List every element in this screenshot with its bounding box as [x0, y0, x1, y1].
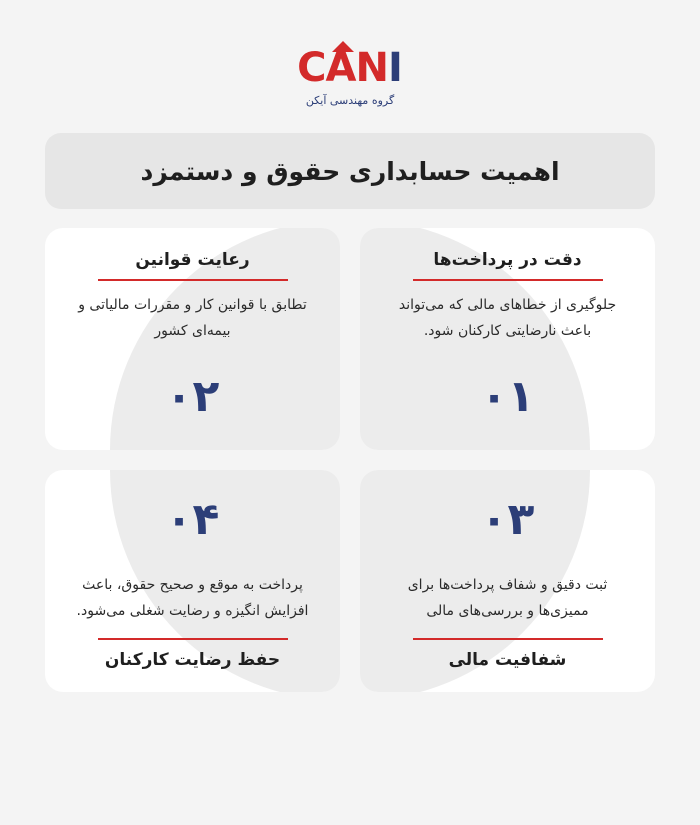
logo-letters-can: CAN [297, 45, 388, 91]
card-03-number: ۰۳ [480, 494, 535, 545]
card-04-heading: حفظ رضایت کارکنان [104, 650, 281, 670]
logo-letter-i: I [387, 45, 403, 91]
card-01-number: ۰۱ [480, 371, 535, 422]
card-01 [360, 228, 655, 450]
cards-grid [45, 228, 655, 692]
card-02-heading: رعایت قوانین [135, 250, 250, 270]
card-04-body: پرداخت به موقع و صحیح حقوق، باعث افزایش انگیزه و رضایت شغلی می‌شود. [76, 577, 309, 620]
card-03-heading: شفافیت مالی [448, 650, 567, 670]
card-01-divider [413, 279, 603, 281]
page-title: اهمیت حسابداری حقوق و دستمزد [140, 156, 560, 186]
card-02-number: ۰۲ [165, 371, 220, 422]
logo [0, 0, 700, 107]
logo-subtitle: گروه مهندسی آیکن [305, 94, 395, 107]
title-banner [45, 133, 655, 209]
card-03-body: ثبت دقیق و شفاف پرداخت‌ها برای ممیزی‌ها و بررسی‌های مالی [407, 577, 608, 620]
card-02-divider [98, 279, 288, 281]
logo-mark [297, 45, 403, 91]
card-04-number: ۰۴ [165, 494, 220, 545]
card-03 [360, 470, 655, 692]
roof-icon [332, 41, 354, 52]
card-01-heading: دقت در پرداخت‌ها [433, 250, 582, 270]
card-02 [45, 228, 340, 450]
card-04 [45, 470, 340, 692]
card-03-divider [413, 638, 603, 640]
card-01-body: جلوگیری از خطاهای مالی که می‌تواند باعث نارضایتی کارکنان شود. [398, 297, 617, 339]
logo-wordmark [297, 45, 388, 91]
card-04-divider [98, 638, 288, 640]
card-02-body: تطابق با قوانین کار و مقررات مالیاتی و بیمه‌ای کشور [78, 297, 307, 339]
